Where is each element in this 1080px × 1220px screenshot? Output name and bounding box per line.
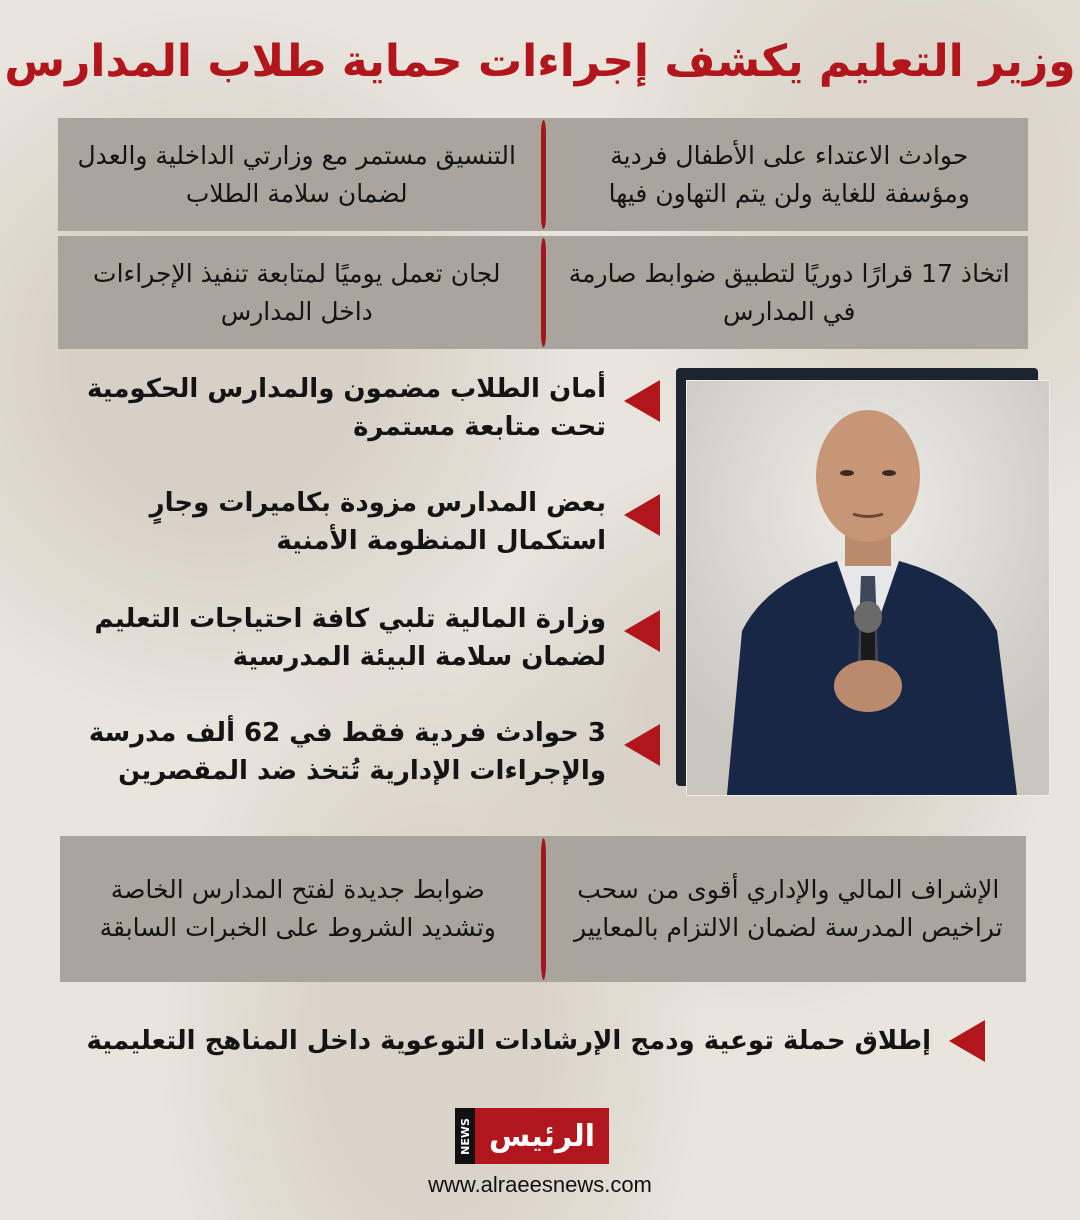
info-box-2 xyxy=(58,236,1028,349)
list-item xyxy=(40,484,660,560)
minister-photo xyxy=(686,380,1050,796)
red-divider xyxy=(540,236,547,349)
triangle-bullet-icon xyxy=(949,1020,985,1062)
list-item xyxy=(40,714,660,790)
info-box-3-left: ضوابط جديدة لفتح المدارس الخاصة وتشديد الشروط على الخبرات السابقة xyxy=(99,875,496,942)
list-item xyxy=(40,370,660,446)
brand-logo xyxy=(455,1108,609,1164)
info-box-2-left: لجان تعمل يوميًا لمتابعة تنفيذ الإجراءات داخل المدارس xyxy=(93,258,501,326)
info-box-3 xyxy=(60,836,1026,982)
triangle-bullet-icon xyxy=(624,724,660,766)
list-item xyxy=(87,1020,985,1062)
info-box-1-left: التنسيق مستمر مع وزارتي الداخلية والعدل لضمان سلامة الطلاب xyxy=(77,140,516,208)
logo-news-label: NEWS xyxy=(455,1108,475,1164)
list-item xyxy=(40,600,660,676)
bullet-text: وزارة المالية تلبي كافة احتياجات التعليم لضمان سلامة البيئة المدرسية xyxy=(94,604,606,672)
bullet-text: 3 حوادث فردية فقط في 62 ألف مدرسة والإجراءات الإدارية تُتخذ ضد المقصرين xyxy=(88,718,606,786)
website-url: www.alraeesnews.com xyxy=(428,1172,652,1197)
bullet-text: إطلاق حملة توعية ودمج الإرشادات التوعوية داخل المناهج التعليمية xyxy=(86,1026,931,1056)
red-divider xyxy=(540,836,547,982)
triangle-bullet-icon xyxy=(624,494,660,536)
red-divider xyxy=(540,118,547,231)
page-title: وزير التعليم يكشف إجراءات حماية طلاب المدارس xyxy=(4,36,1076,87)
info-box-3-right: الإشراف المالي والإداري أقوى من سحب تراخيص المدرسة لضمان الالتزام بالمعايير xyxy=(573,875,1003,942)
triangle-bullet-icon xyxy=(624,610,660,652)
info-box-1-right: حوادث الاعتداء على الأطفال فردية ومؤسفة للغاية ولن يتم التهاون فيها xyxy=(608,140,970,208)
bullet-text: بعض المدارس مزودة بكاميرات وجارٍ استكمال المنظومة الأمنية xyxy=(149,488,606,556)
minister-portrait-icon xyxy=(687,381,1049,795)
bullet-text: أمان الطلاب مضمون والمدارس الحكومية تحت متابعة مستمرة xyxy=(86,374,606,442)
info-box-2-right: اتخاذ 17 قرارًا دوريًا لتطبيق ضوابط صارمة في المدارس xyxy=(568,258,1010,326)
info-box-1 xyxy=(58,118,1028,231)
logo-main-label: الرئيس xyxy=(475,1108,609,1164)
triangle-bullet-icon xyxy=(624,380,660,422)
